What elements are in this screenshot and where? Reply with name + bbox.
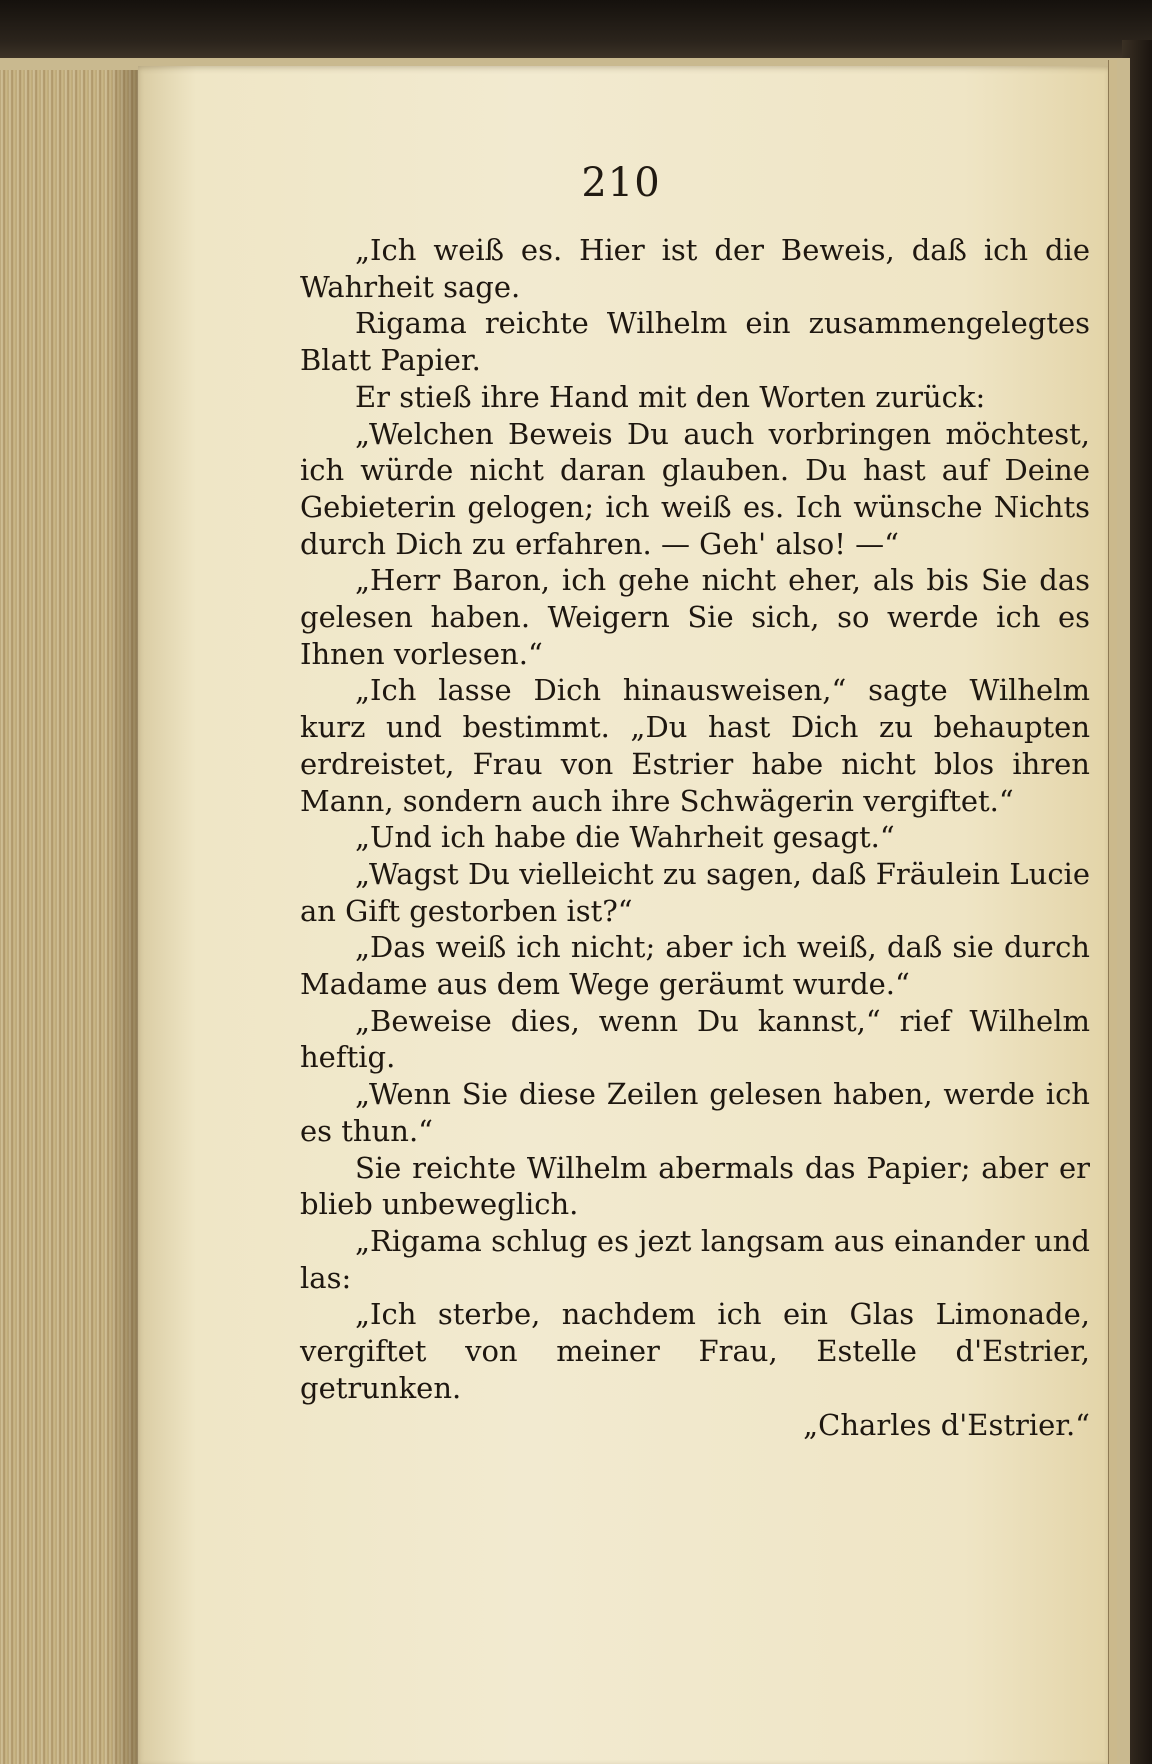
page-number-text: 210 <box>581 160 661 206</box>
paragraph: „Wagst Du vielleicht zu sagen, daß Fräulein Lucie an Gift gestorben ist?“ <box>300 856 1090 928</box>
letter-signature: „Charles d'Estrier.“ <box>803 1407 1090 1442</box>
paragraph: „Ich lasse Dich hinausweisen,“ sagte Wilhelm kurz und bestimmt. „Du hast Dich zu behaupten erdreistet, Frau von Estrier habe nicht blos ihren Mann, sondern auch ihre Schwägerin vergiftet.“ <box>300 673 1090 818</box>
paragraph: „Ich weiß es. Hier ist der Beweis, daß ich die Wahrheit sage. <box>300 233 1090 304</box>
paragraph: Rigama reichte Wilhelm ein zusammengelegtes Blatt Papier. <box>300 306 1090 378</box>
page-number <box>0 160 1152 206</box>
letter-text: „Ich sterbe, nachdem ich ein Glas Limonade, vergiftet von meiner Frau, Estelle d'Estrier, getrunken. <box>300 1297 1090 1405</box>
body-text <box>300 232 1090 1443</box>
paragraph: „Und ich habe die Wahrheit gesagt.“ <box>355 820 895 855</box>
page-edges <box>0 70 138 1764</box>
paragraph: Sie reichte Wilhelm abermals das Papier; aber er blieb unbeweglich. <box>300 1150 1090 1222</box>
facing-page-edge <box>1108 60 1117 1764</box>
paragraph: „Beweise dies, wenn Du kannst,“ rief Wilhelm heftig. <box>300 1003 1090 1075</box>
paragraph: „Herr Baron, ich gehe nicht eher, als bis Sie das gelesen haben. Weigern Sie sich, so werde ich es Ihnen vorlesen.“ <box>300 563 1090 671</box>
paragraph: Er stieß ihre Hand mit den Worten zurück: <box>355 379 986 414</box>
paragraph: „Rigama schlug es jezt langsam aus einander und las: <box>300 1223 1090 1295</box>
letter-paragraph <box>300 1296 1090 1442</box>
paragraph: „Welchen Beweis Du auch vorbringen möchtest, ich würde nicht daran glauben. Du hast auf Deine Gebieterin gelogen; ich weiß es. Ich wünsche Nichts durch Dich zu erfahren. — Geh' also! —“ <box>300 416 1090 561</box>
paragraph: „Wenn Sie diese Zeilen gelesen haben, werde ich es thun.“ <box>300 1077 1090 1148</box>
paragraph: „Das weiß ich nicht; aber ich weiß, daß sie durch Madame aus dem Wege geräumt wurde.“ <box>300 930 1090 1002</box>
